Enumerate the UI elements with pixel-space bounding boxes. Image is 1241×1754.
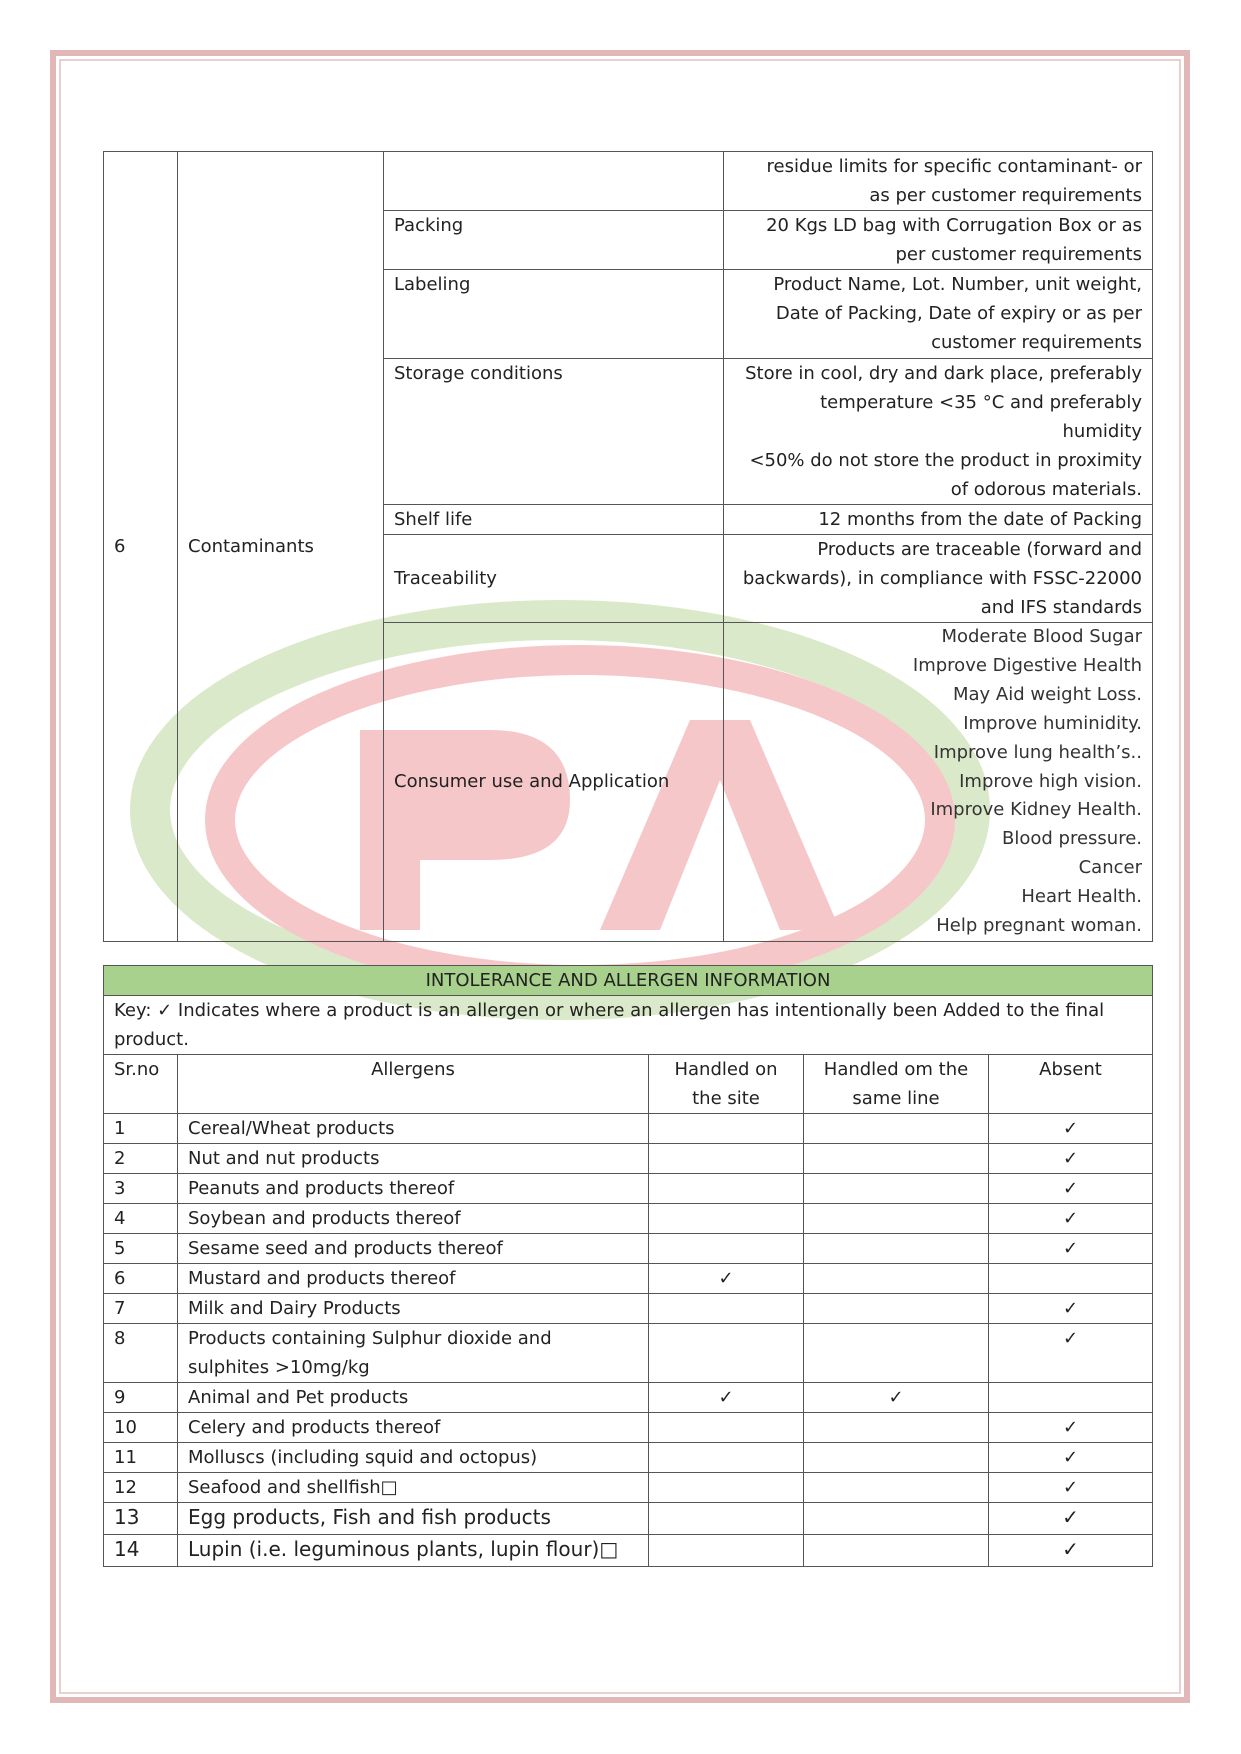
allergen-name: Seafood and shellfish□ (178, 1473, 649, 1503)
handled-same-line (804, 1204, 989, 1234)
table-row (104, 1503, 1153, 1535)
spec-value-line: humidity (1062, 421, 1142, 442)
spec-value-line: Products are traceable (forward and (817, 539, 1142, 560)
key-row (104, 996, 1153, 1055)
spec-value-line: backwards), in compliance with FSSC-22000 (742, 568, 1142, 589)
allergen-name: Lupin (i.e. leguminous plants, lupin flour)□ (178, 1535, 649, 1567)
spec-label (384, 152, 724, 211)
spec-value-line: and IFS standards (980, 597, 1142, 618)
spec-value-line: Heart Health. (1021, 886, 1142, 908)
handled-on-site (649, 1443, 804, 1473)
allergen-key: Key: ✓ Indicates where a product is an allergen or where an allergen has intentionally been Added to the final product. (104, 996, 1153, 1055)
handled-same-line (804, 1174, 989, 1204)
group-label: Contaminants (178, 152, 384, 942)
spec-value (724, 505, 1153, 535)
handled-same-line (804, 1413, 989, 1443)
handled-on-site (649, 1114, 804, 1144)
allergen-number: 3 (104, 1174, 178, 1204)
allergen-name: Products containing Sulphur dioxide and sulphites >10mg/kg (178, 1324, 649, 1383)
allergen-name: Molluscs (including squid and octopus) (178, 1443, 649, 1473)
handled-same-line (804, 1234, 989, 1264)
absent: ✓ (989, 1473, 1153, 1503)
absent: ✓ (989, 1234, 1153, 1264)
spec-value-line: 20 Kgs LD bag with Corrugation Box or as (766, 215, 1142, 236)
table-row (104, 1324, 1153, 1383)
spec-value-line: Product Name, Lot. Number, unit weight, (773, 274, 1142, 295)
allergen-name: Mustard and products thereof (178, 1264, 649, 1294)
spec-label: Packing (384, 211, 724, 270)
allergen-number: 4 (104, 1204, 178, 1234)
absent: ✓ (989, 1114, 1153, 1144)
handled-on-site (649, 1294, 804, 1324)
absent: ✓ (989, 1535, 1153, 1567)
allergen-name: Egg products, Fish and fish products (178, 1503, 649, 1535)
absent: ✓ (989, 1324, 1153, 1383)
spec-value (724, 359, 1153, 505)
table-row (104, 1114, 1153, 1144)
absent (989, 1383, 1153, 1413)
group-number: 6 (104, 152, 178, 942)
spec-value (724, 152, 1153, 211)
spec-value-line: Improve huminidity. (963, 712, 1142, 734)
table-row (104, 1144, 1153, 1174)
handled-same-line: ✓ (804, 1383, 989, 1413)
spec-label: Shelf life (384, 505, 724, 535)
allergen-number: 11 (104, 1443, 178, 1473)
spec-value (724, 535, 1153, 623)
spec-value-line: residue limits for specific contaminant- or (766, 156, 1142, 177)
spec-label: Consumer use and Application (384, 623, 724, 942)
allergen-number: 9 (104, 1383, 178, 1413)
handled-same-line (804, 1144, 989, 1174)
specification-table (103, 151, 1153, 942)
spec-value-line: as per customer requirements (869, 185, 1142, 206)
allergen-number: 8 (104, 1324, 178, 1383)
absent: ✓ (989, 1174, 1153, 1204)
table-row (104, 1413, 1153, 1443)
allergen-name: Peanuts and products thereof (178, 1174, 649, 1204)
absent: ✓ (989, 1204, 1153, 1234)
spec-value (724, 270, 1153, 359)
spec-value-line: Improve Digestive Health (912, 654, 1142, 676)
handled-on-site: ✓ (649, 1264, 804, 1294)
table-row (104, 1383, 1153, 1413)
allergen-number: 7 (104, 1294, 178, 1324)
handled-same-line (804, 1264, 989, 1294)
spec-row (104, 152, 1153, 211)
allergen-name: Animal and Pet products (178, 1383, 649, 1413)
handled-on-site (649, 1144, 804, 1174)
spec-value-line: Improve high vision. (959, 770, 1142, 792)
absent: ✓ (989, 1413, 1153, 1443)
spec-value-line: customer requirements (931, 332, 1142, 353)
handled-same-line (804, 1294, 989, 1324)
absent: ✓ (989, 1144, 1153, 1174)
handled-on-site (649, 1234, 804, 1264)
header-row (104, 1055, 1153, 1114)
table-row (104, 1174, 1153, 1204)
spec-value-line: Improve lung health’s.. (933, 741, 1142, 763)
table-row (104, 1264, 1153, 1294)
spec-value-line: Date of Packing, Date of expiry or as per (775, 303, 1142, 324)
spec-value-line: <50% do not store the product in proximity (749, 450, 1142, 471)
table-row (104, 1473, 1153, 1503)
spec-value-line: May Aid weight Loss. (952, 683, 1142, 705)
handled-same-line (804, 1443, 989, 1473)
table-row (104, 1204, 1153, 1234)
spec-value-line: Moderate Blood Sugar (941, 626, 1142, 647)
table-row (104, 1294, 1153, 1324)
allergen-name: Nut and nut products (178, 1144, 649, 1174)
spec-value (724, 211, 1153, 270)
spec-value-line: per customer requirements (895, 244, 1142, 265)
allergen-number: 13 (104, 1503, 178, 1535)
spec-value-line: temperature <35 °C and preferably (820, 392, 1142, 413)
column-header: Sr.no (104, 1055, 178, 1114)
handled-on-site (649, 1473, 804, 1503)
handled-same-line (804, 1503, 989, 1535)
handled-same-line (804, 1473, 989, 1503)
spec-label: Traceability (384, 535, 724, 623)
handled-on-site (649, 1324, 804, 1383)
allergen-name: Milk and Dairy Products (178, 1294, 649, 1324)
allergen-table (103, 965, 1153, 1567)
spec-value-line: Improve Kidney Health. (930, 799, 1142, 821)
spec-value-line: Cancer (1078, 857, 1142, 879)
spec-label: Storage conditions (384, 359, 724, 505)
allergen-title: INTOLERANCE AND ALLERGEN INFORMATION (104, 966, 1153, 996)
handled-on-site (649, 1174, 804, 1204)
handled-same-line (804, 1114, 989, 1144)
handled-same-line (804, 1324, 989, 1383)
spec-value-line: 12 months from the date of Packing (818, 509, 1142, 530)
allergen-number: 14 (104, 1535, 178, 1567)
allergen-number: 5 (104, 1234, 178, 1264)
spec-value-line: Help pregnant woman. (936, 915, 1142, 937)
handled-on-site (649, 1413, 804, 1443)
allergen-name: Sesame seed and products thereof (178, 1234, 649, 1264)
column-header: Handled on the site (649, 1055, 804, 1114)
spec-value (724, 623, 1153, 942)
spec-label: Labeling (384, 270, 724, 359)
absent: ✓ (989, 1294, 1153, 1324)
allergen-number: 10 (104, 1413, 178, 1443)
absent: ✓ (989, 1443, 1153, 1473)
column-header: Handled om the same line (804, 1055, 989, 1114)
allergen-number: 6 (104, 1264, 178, 1294)
column-header: Absent (989, 1055, 1153, 1114)
handled-on-site (649, 1503, 804, 1535)
spec-value-line: Store in cool, dry and dark place, preferably (745, 363, 1142, 384)
table-row (104, 1443, 1153, 1473)
allergen-number: 1 (104, 1114, 178, 1144)
allergen-name: Celery and products thereof (178, 1413, 649, 1443)
allergen-number: 12 (104, 1473, 178, 1503)
absent: ✓ (989, 1503, 1153, 1535)
handled-on-site (649, 1204, 804, 1234)
handled-on-site: ✓ (649, 1383, 804, 1413)
table-row (104, 1234, 1153, 1264)
absent (989, 1264, 1153, 1294)
handled-same-line (804, 1535, 989, 1567)
spec-value-line: Blood pressure. (1002, 828, 1142, 850)
allergen-name: Cereal/Wheat products (178, 1114, 649, 1144)
table-row (104, 1535, 1153, 1567)
handled-on-site (649, 1535, 804, 1567)
title-row (104, 966, 1153, 996)
spec-value-line: of odorous materials. (950, 479, 1142, 500)
allergen-name: Soybean and products thereof (178, 1204, 649, 1234)
column-header: Allergens (178, 1055, 649, 1114)
allergen-number: 2 (104, 1144, 178, 1174)
